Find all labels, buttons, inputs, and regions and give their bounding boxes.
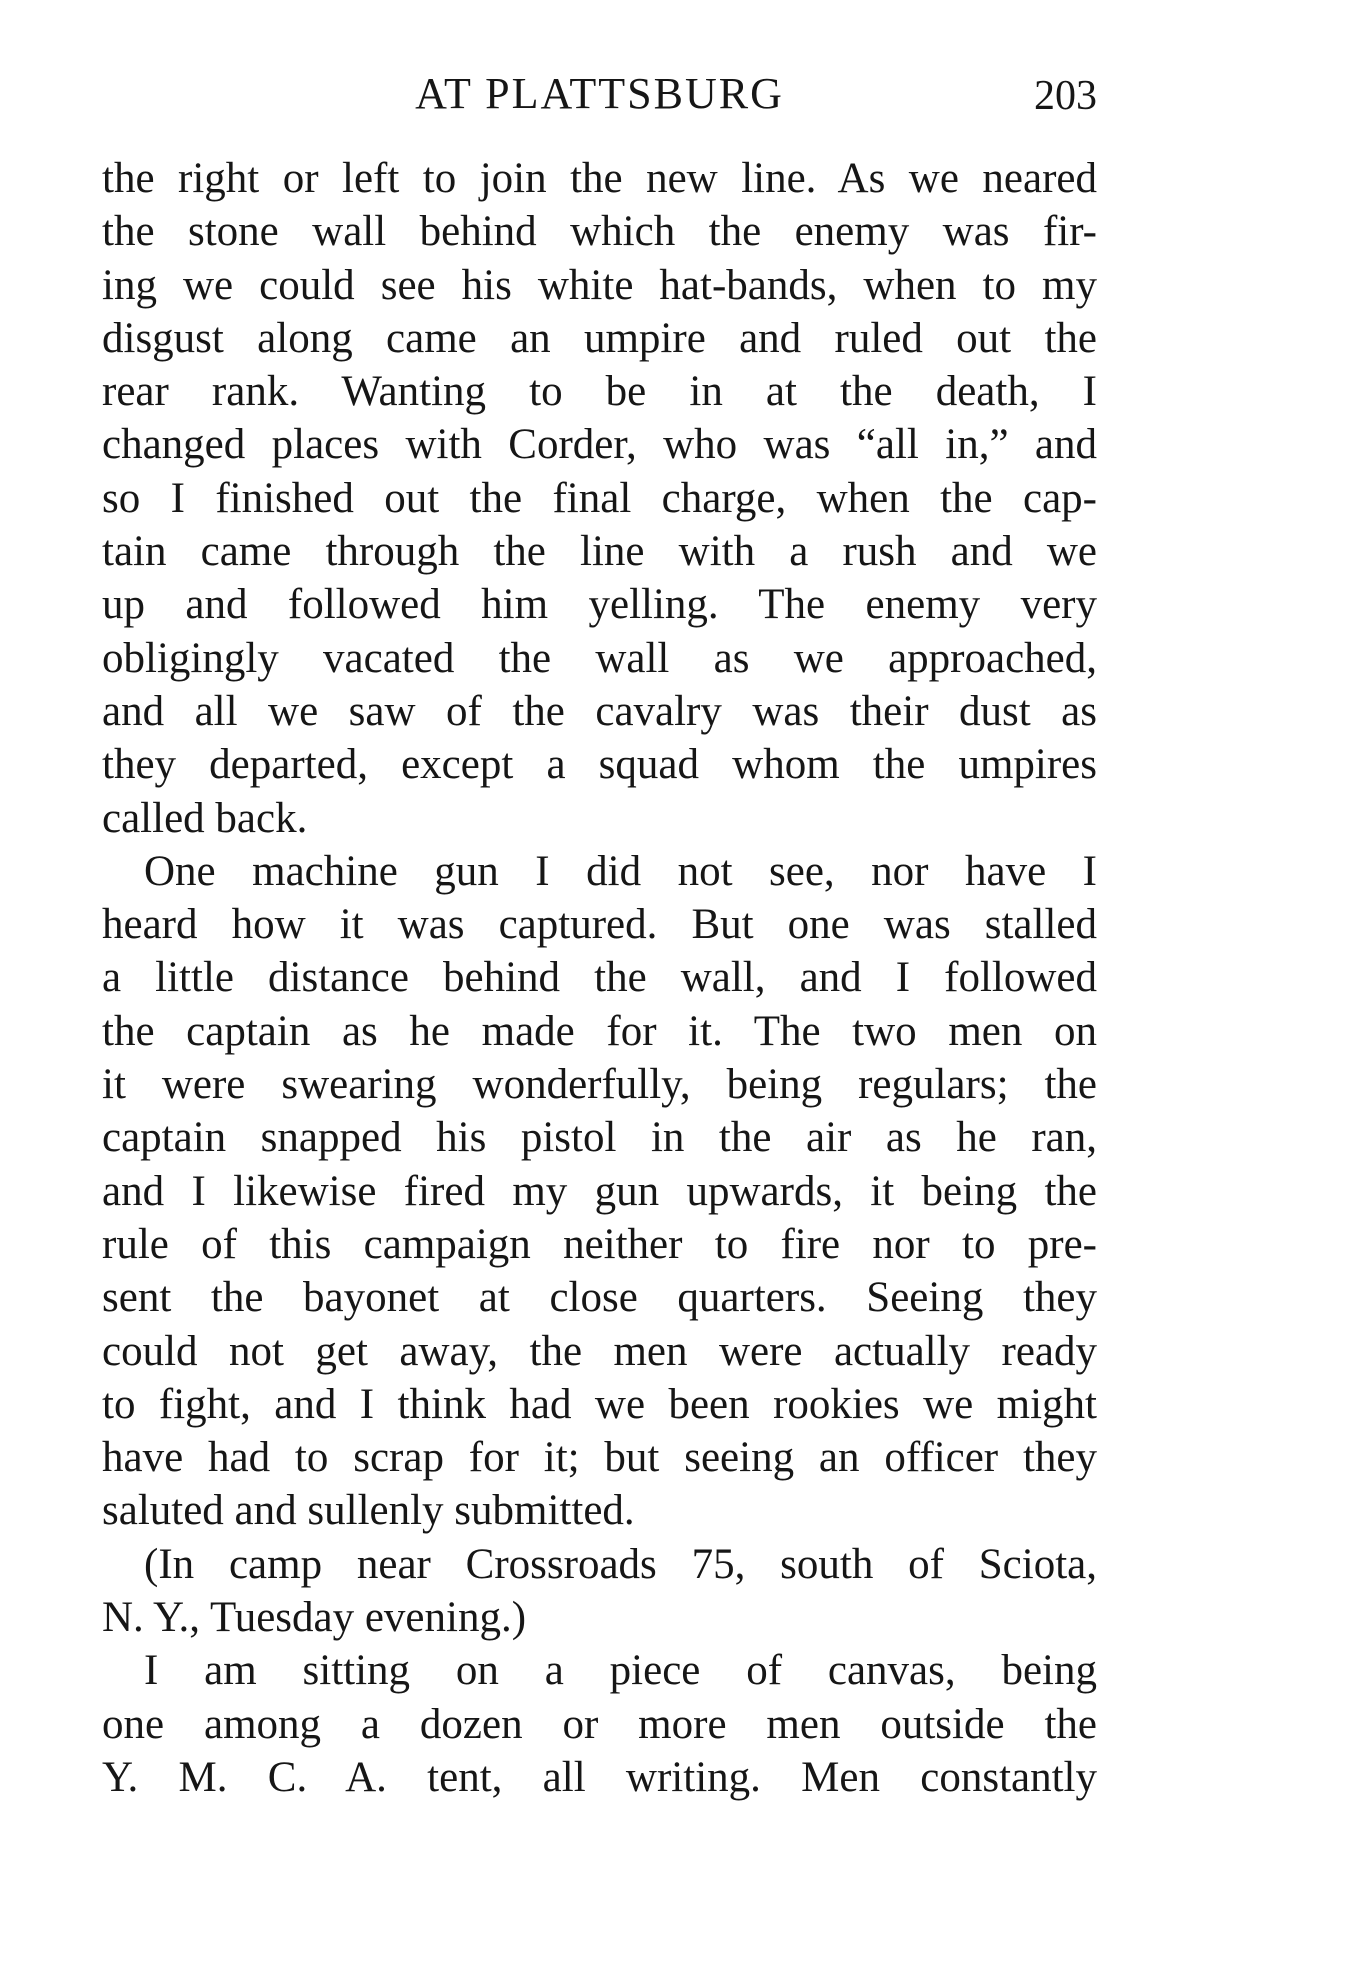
text-line: called back. (102, 794, 308, 842)
text-line: (In camp near Crossroads 75, south of Sciota, (144, 1540, 1097, 1588)
text-line: rule of this campaign neither to fire nor to pre- (102, 1220, 1097, 1268)
page-header (102, 62, 1097, 126)
text-line: N. Y., Tuesday evening.) (102, 1594, 527, 1642)
text-line: the captain as he made for it. The two men on (102, 1007, 1097, 1055)
text-line: sent the bayonet at close quarters. Seeing they (102, 1274, 1097, 1322)
text-line: changed places with Corder, who was “all in,” and (102, 421, 1097, 469)
text-line: captain snapped his pistol in the air as he ran, (102, 1114, 1097, 1162)
text-line: tain came through the line with a rush and we (102, 528, 1097, 576)
text-line: saluted and sullenly submitted. (102, 1487, 635, 1535)
text-line: One machine gun I did not see, nor have I (144, 847, 1097, 895)
text-line: so I finished out the final charge, when the cap- (102, 474, 1097, 522)
text-line: it were swearing wonderfully, being regulars; the (102, 1061, 1097, 1109)
text-line: up and followed him yelling. The enemy very (102, 581, 1097, 629)
text-line: rear rank. Wanting to be in at the death, I (102, 368, 1097, 416)
text-line: and I likewise fired my gun upwards, it being the (102, 1167, 1097, 1215)
text-line: a little distance behind the wall, and I followed (102, 954, 1097, 1002)
text-line: to fight, and I think had we been rookies we might (102, 1380, 1097, 1428)
text-line: the right or left to join the new line. As we neared (102, 155, 1097, 202)
text-line: Y. M. C. A. tent, all writing. Men constantly (102, 1753, 1097, 1801)
text-line: and all we saw of the cavalry was their dust as (102, 687, 1097, 735)
text-line: one among a dozen or more men outside the (102, 1700, 1097, 1748)
text-line: disgust along came an umpire and ruled out the (102, 314, 1097, 362)
text-line: ing we could see his white hat-bands, when to my (102, 261, 1097, 309)
running-title: AT PLATTSBURG (415, 69, 784, 118)
text-line: could not get away, the men were actually ready (102, 1327, 1097, 1375)
text-line: the stone wall behind which the enemy was fir- (102, 208, 1097, 256)
text-line: heard how it was captured. But one was stalled (102, 901, 1097, 949)
text-line: have had to scrap for it; but seeing an officer they (102, 1434, 1097, 1482)
text-line: they departed, except a squad whom the umpires (102, 741, 1097, 789)
text-line: obligingly vacated the wall as we approached, (102, 634, 1097, 682)
text-line: I am sitting on a piece of canvas, being (144, 1647, 1097, 1695)
page-number: 203 (1034, 73, 1097, 119)
body-text (102, 152, 1097, 1804)
